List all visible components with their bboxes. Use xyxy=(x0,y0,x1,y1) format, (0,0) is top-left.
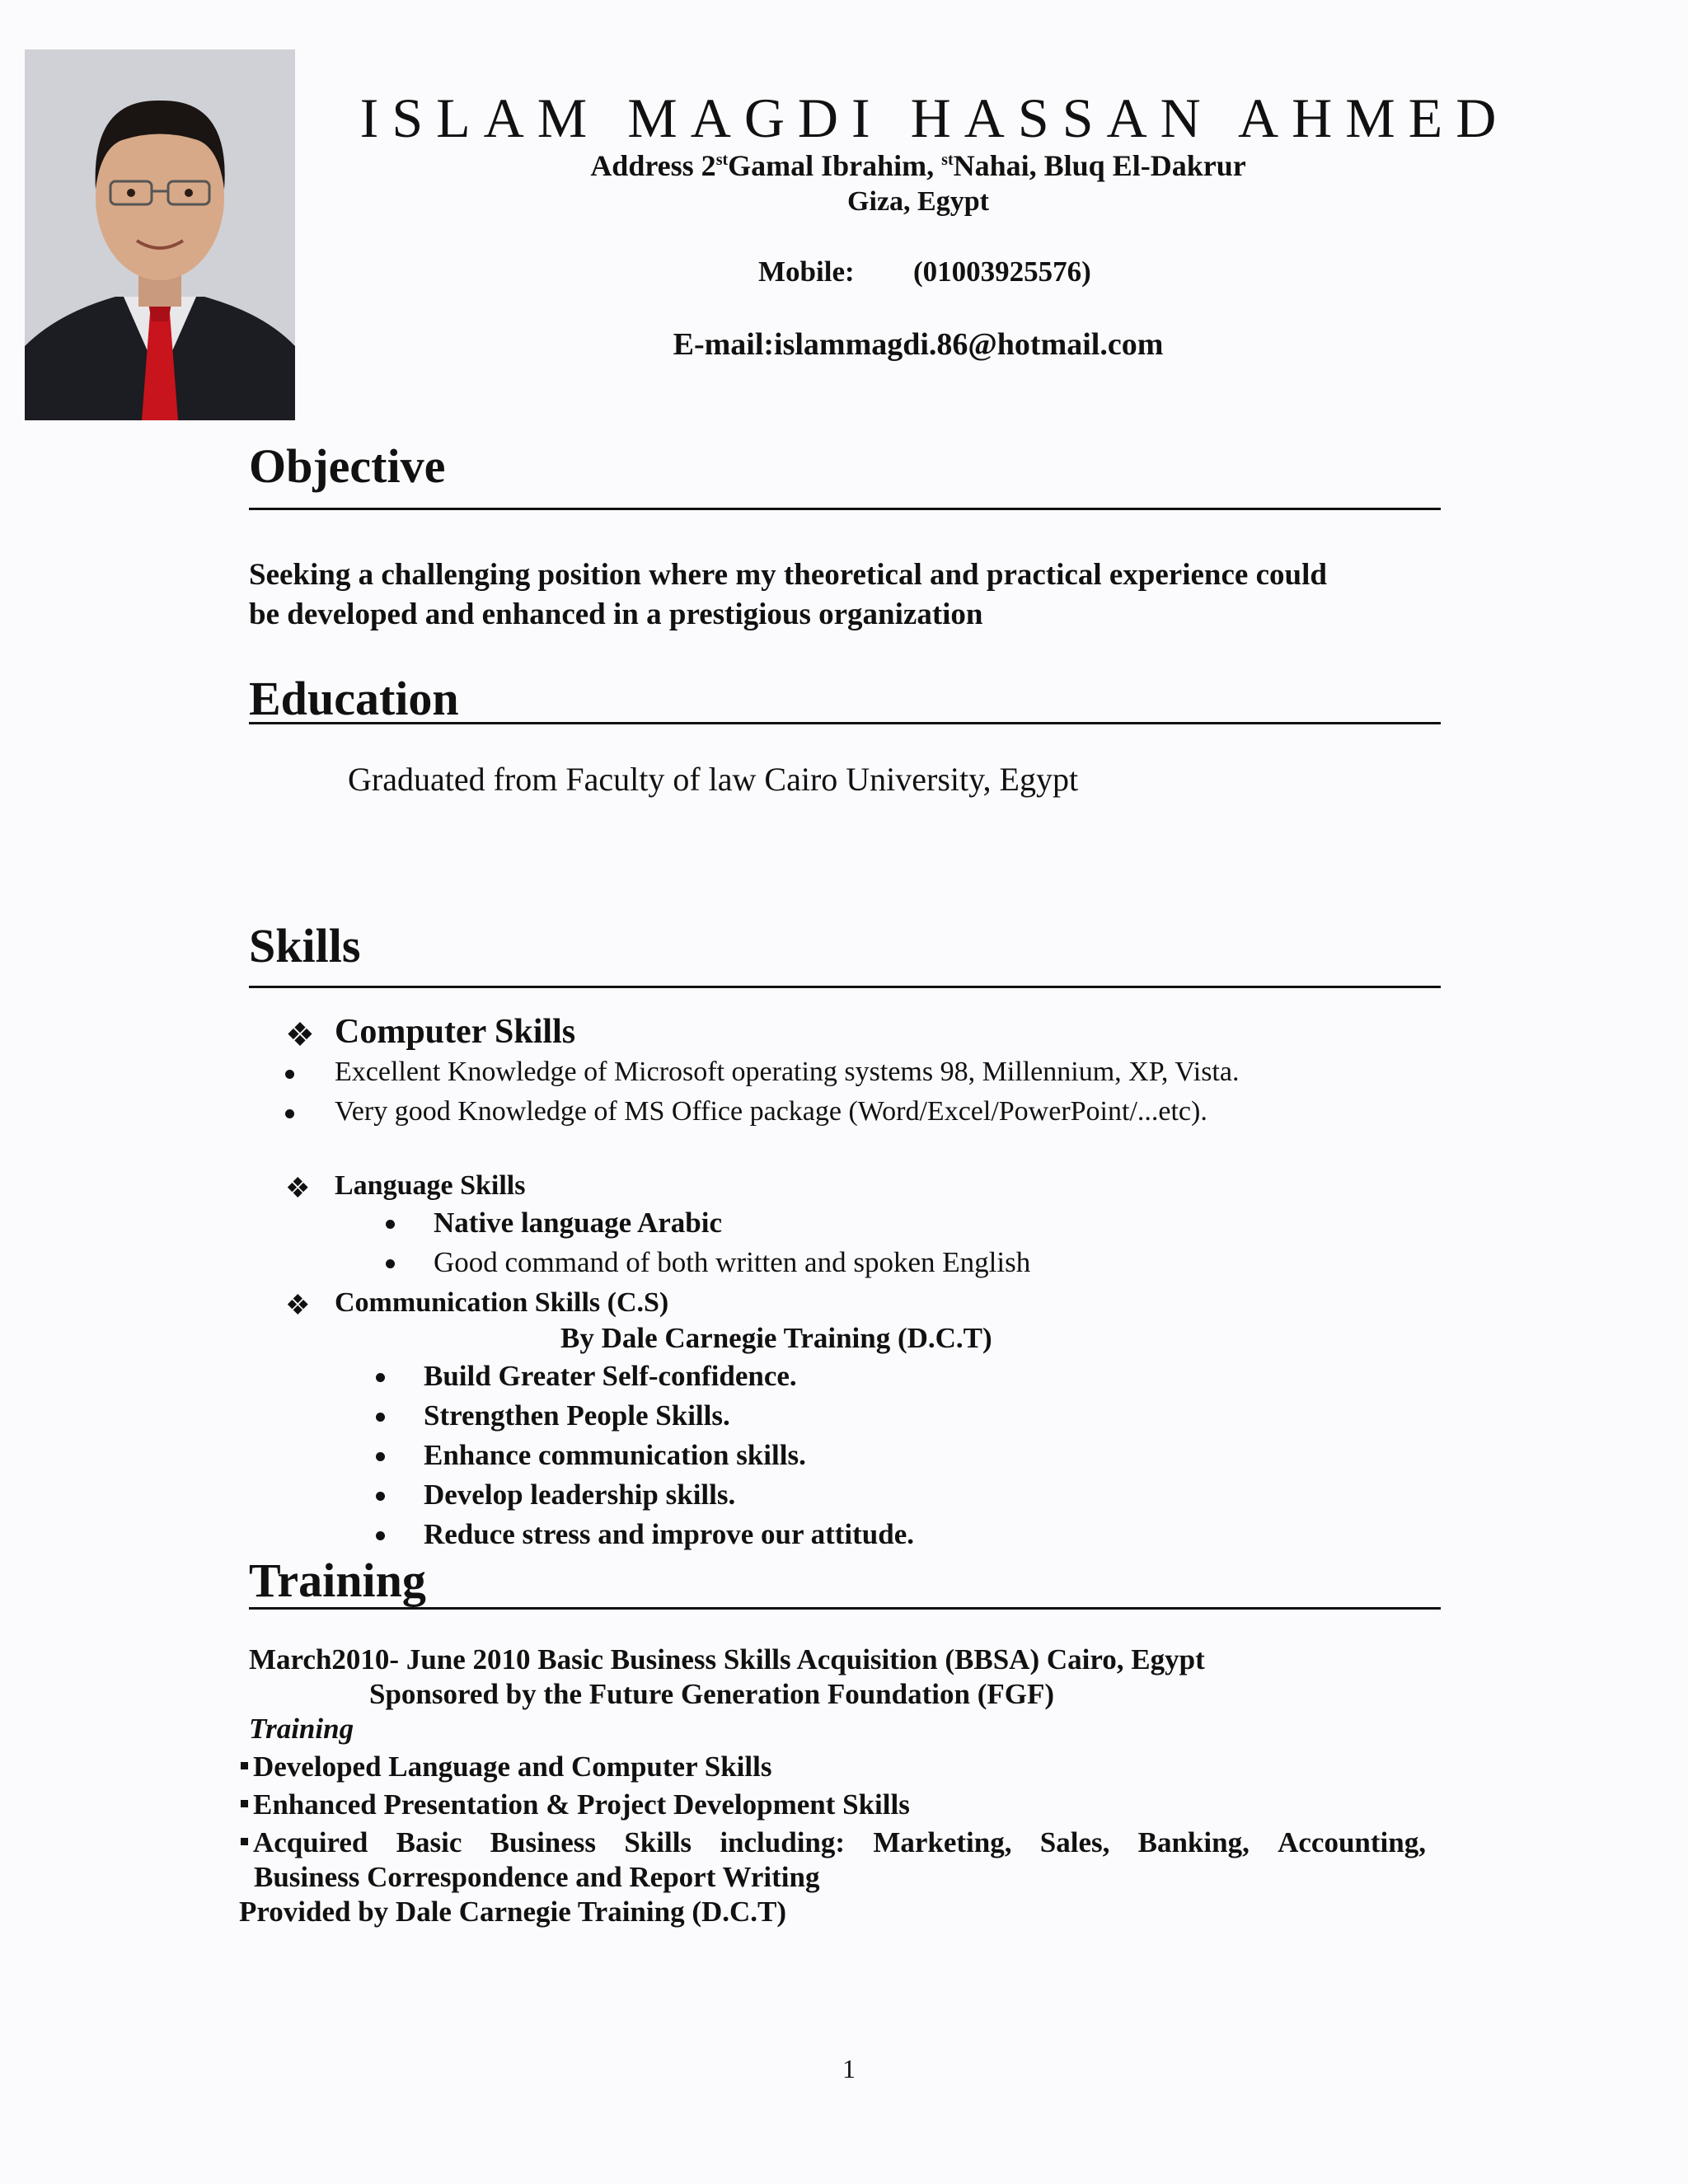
bullet-icon xyxy=(285,1109,294,1118)
education-text: Graduated from Faculty of law Cairo University, Egypt xyxy=(348,761,1079,798)
training-heading: Training xyxy=(249,1554,426,1607)
language-skill-item: Native language Arabic xyxy=(434,1207,722,1239)
training-item xyxy=(241,1750,771,1783)
address-line-1 xyxy=(0,148,1688,183)
email-link[interactable]: E-mail:islammagdi.86@hotmail.com xyxy=(673,327,1164,362)
candidate-name: ISLAM MAGDI HASSAN AHMED xyxy=(359,87,1510,149)
education-heading: Education xyxy=(249,672,459,725)
training-divider xyxy=(249,1607,1441,1610)
bullet-icon xyxy=(386,1259,395,1268)
computer-skills-title: Computer Skills xyxy=(335,1013,576,1051)
bullet-icon xyxy=(376,1452,385,1461)
word: Basic xyxy=(396,1826,462,1858)
skills-divider xyxy=(249,986,1441,988)
word: Banking, xyxy=(1137,1826,1250,1858)
language-skill-item: Good command of both written and spoken English xyxy=(434,1246,1031,1278)
word: Marketing, xyxy=(873,1826,1012,1858)
address-part-2: Gamal Ibrahim, xyxy=(728,149,942,182)
training-item xyxy=(241,1788,910,1821)
word: Skills xyxy=(624,1826,692,1858)
bullet-icon xyxy=(376,1373,385,1382)
objective-heading: Objective xyxy=(249,439,446,493)
training-provided-by: Provided by Dale Carnegie Training (D.C.T) xyxy=(239,1896,787,1928)
word: Sales, xyxy=(1039,1826,1110,1858)
address-part-1: Address 2 xyxy=(590,149,716,182)
training-item-3-words xyxy=(253,1826,1426,1859)
square-bullet-icon xyxy=(241,1800,248,1807)
communication-item: Strengthen People Skills. xyxy=(424,1399,730,1432)
training-item-justified xyxy=(241,1826,1426,1859)
address-part-3: Nahai, Bluq El-Dakrur xyxy=(953,149,1246,182)
bullet-icon xyxy=(376,1492,385,1501)
communication-item: Build Greater Self-confidence. xyxy=(424,1360,797,1392)
computer-skill-item: Excellent Knowledge of Microsoft operating systems 98, Millennium, XP, Vista. xyxy=(335,1057,1240,1087)
communication-skills-title: Communication Skills (C.S) xyxy=(335,1287,669,1318)
training-sponsor-line: Sponsored by the Future Generation Foundation (FGF) xyxy=(369,1678,1054,1710)
objective-divider xyxy=(249,508,1441,510)
bullet-icon xyxy=(386,1220,395,1229)
word: Accounting, xyxy=(1278,1826,1426,1858)
square-bullet-icon xyxy=(241,1762,248,1769)
training-item-text: Developed Language and Computer Skills xyxy=(253,1750,772,1783)
word: Business xyxy=(490,1826,597,1858)
objective-line-2: be developed and enhanced in a prestigious organization xyxy=(249,598,983,631)
objective-line-1: Seeking a challenging position where my theoretical and practical experience could xyxy=(249,558,1327,592)
training-label: Training xyxy=(249,1713,354,1745)
diamond-bullet-icon: ❖ xyxy=(285,1291,311,1321)
address-line-2: Giza, Egypt xyxy=(847,186,989,217)
education-divider xyxy=(249,722,1441,724)
bullet-icon xyxy=(285,1070,294,1079)
bullet-icon xyxy=(376,1413,385,1422)
mobile-label: Mobile: xyxy=(758,255,855,288)
diamond-bullet-icon: ❖ xyxy=(285,1016,315,1053)
diamond-bullet-icon: ❖ xyxy=(285,1174,311,1204)
communication-item: Enhance communication skills. xyxy=(424,1439,806,1471)
training-item-3-continuation: Business Correspondence and Report Writing xyxy=(254,1861,820,1893)
communication-by: By Dale Carnegie Training (D.C.T) xyxy=(560,1322,992,1354)
address-sup-1: st xyxy=(715,151,729,169)
training-dates-line: March2010- June 2010 Basic Business Skills Acquisition (BBSA) Cairo, Egypt xyxy=(249,1643,1205,1675)
address-sup-2: st xyxy=(941,151,954,169)
skills-heading: Skills xyxy=(249,919,361,972)
page-number: 1 xyxy=(842,2054,856,2083)
square-bullet-icon xyxy=(241,1838,248,1845)
word: Acquired xyxy=(253,1826,368,1858)
computer-skill-item: Very good Knowledge of MS Office package (Word/Excel/PowerPoint/...etc). xyxy=(335,1096,1207,1127)
word: including: xyxy=(720,1826,846,1858)
bullet-icon xyxy=(376,1531,385,1540)
language-skills-title: Language Skills xyxy=(335,1170,526,1201)
mobile-value: (01003925576) xyxy=(913,255,1091,288)
training-item-text: Enhanced Presentation & Project Development Skills xyxy=(253,1788,910,1821)
communication-item: Reduce stress and improve our attitude. xyxy=(424,1518,914,1550)
communication-item: Develop leadership skills. xyxy=(424,1479,736,1511)
